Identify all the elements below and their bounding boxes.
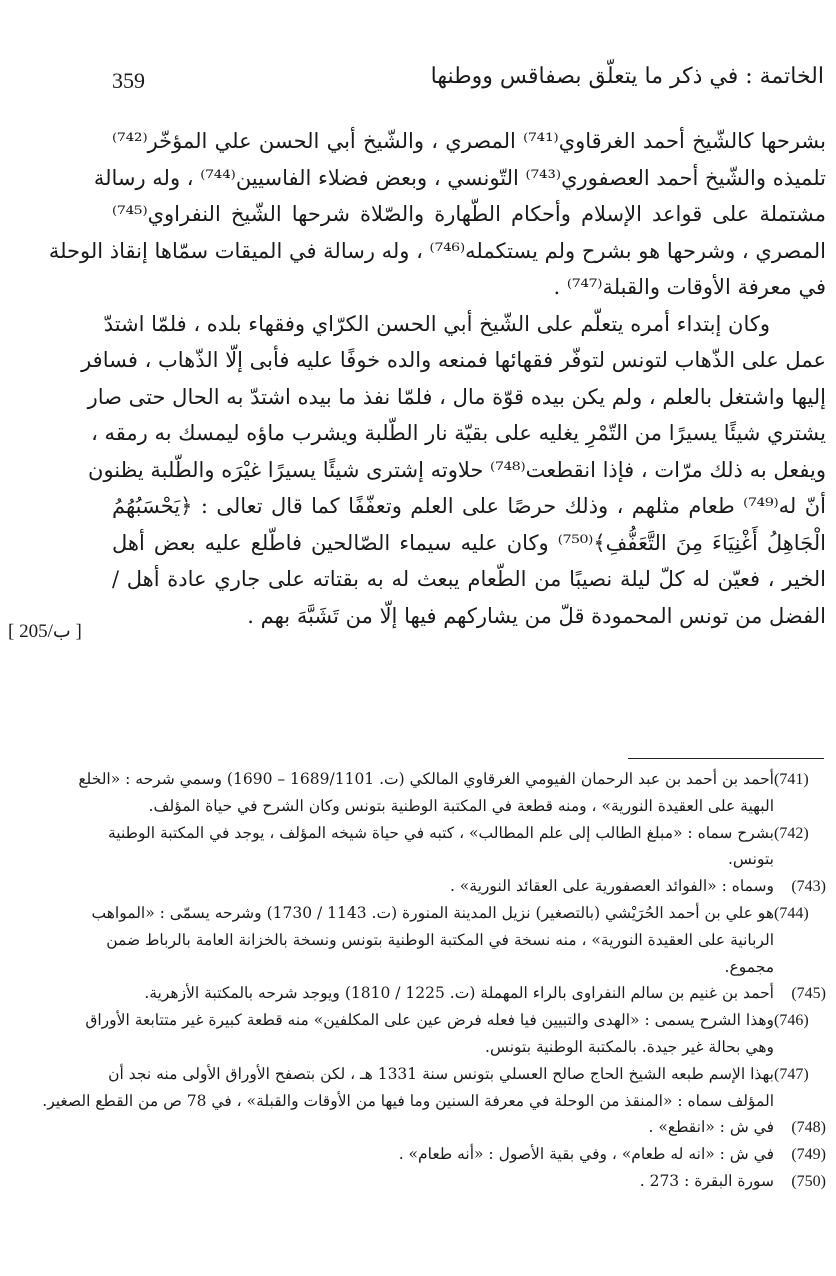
footnote-line	[112, 980, 826, 1007]
footnote-text: بهذا الإسم طبعه الشيخ الحاج صالح العسلي بتونس سنة 1331 هـ ، لكن بتصفح الأوراق الأولى منه نجد أن	[108, 1064, 774, 1083]
main-text-line: وكان إبتداء أمره يتعلّم على الشّيخ أبي الحسن الكرّاي وفقهاء بلده ، فلمّا اشتدّ	[103, 311, 770, 336]
main-text-body	[48, 123, 827, 634]
footnotes-section	[42, 766, 826, 1195]
main-text-line: إليها واشتغل بالعلم ، ولم يكن بيده قوّة مال ، فلمّا نفذ ما بيده اشتدّ به الحال حتى صار	[87, 384, 826, 409]
folio-marginal-note: [ 205/ب ]	[8, 621, 82, 642]
footnote-line	[85, 1007, 826, 1034]
main-text-line: عمل على الذّهاب لتونس لتوفّر فقهائها فمنعه والده خوفًا عليه فأبى إلّا الذّهاب ، فسافر	[81, 348, 826, 372]
main-text-line: الفضل من تونس المحمودة قلّ من يشاركهم فيها إلّا من تَشَبَّهَ بهم .	[247, 603, 826, 628]
footnote-line: البهية على العقيدة النورية» ، ومنه قطعة في المكتبة الوطنية بتونس وكان الشرح في حياة المؤلف.	[148, 796, 774, 815]
footnote-number: (743)	[791, 878, 826, 896]
footnote-number: (746)	[774, 1012, 809, 1030]
footnote-number: (742)	[774, 824, 809, 842]
footnote-number: (741)	[774, 771, 809, 788]
footnote-line	[112, 1168, 826, 1195]
footnote-line: بتونس.	[727, 850, 774, 869]
main-text-line: أنّ له⁽⁷⁴⁹⁾ طعام مثلهم ، وذلك حرصًا على العلم وتعفّفًا كما قال تعالى : ﴿يَحْسَبُهُمُ	[112, 494, 827, 518]
footnote-text: هو علي بن أحمد الحُرَيْشي (بالتصغير) نزيل المدينة المنورة (ت. 1143 / 1730) وشرحه يسمّى : «المواهب	[91, 903, 774, 922]
main-text-line: الخير ، فعيّن له كلّ ليلة نصيبًا من الطّعام يبعث له به بقتاته على جاري عادة أهل /	[112, 567, 826, 591]
footnote-number: (749)	[791, 1146, 826, 1164]
footnote-number: (744)	[774, 904, 809, 922]
footnote-text: أحمد بن غنيم بن سالم النفراوى بالراء المهملة (ت. 1225 / 1810) ويوجد شرحه بالمكتبة الأزهرية.	[144, 984, 774, 1003]
footnote-line	[108, 820, 826, 847]
footnote-text: سورة البقرة : 273 .	[639, 1171, 774, 1190]
footnote-line: المؤلف سماه : «المنقذ من الوحلة في معرفة السنين وما فيها من الأوقات والقبلة» ، في 78 ص من القطع الصغير.	[42, 1091, 774, 1110]
footnote-line	[108, 1061, 826, 1088]
main-text-line: الْجَاهِلُ أَغْنِيَاءَ مِنَ التَّعَفُّفِ﴾⁽⁷⁵⁰⁾ وكان عليه سيماء الصّالحين فاطّلع عليه بعض أهل	[112, 530, 826, 555]
footnote-line	[78, 766, 826, 793]
footnote-text: وسماه : «الفوائد العصفورية على العقائد النورية» .	[449, 877, 774, 896]
page-header	[112, 62, 824, 102]
footnote-number: (750)	[791, 1172, 826, 1190]
footnote-line	[112, 1114, 826, 1141]
footnote-line: مجموع.	[724, 957, 774, 976]
footnote-line	[112, 873, 826, 900]
main-text-line: تلميذه والشّيخ أحمد العصفوري⁽⁷⁴³⁾ التّونسي ، وبعض فضلاء الفاسيين⁽⁷⁴⁴⁾ ، وله رسالة	[93, 165, 826, 190]
footnote-text: أحمد بن أحمد بن عبد الرحمان الفيومي الغرقاوي المالكي (ت. 1689/1101 – 1690) وسمي شرحه : «الخلع	[78, 770, 774, 788]
footnote-text: في ش : «انقطع» .	[648, 1118, 774, 1137]
footnote-text: وهذا الشرح يسمى : «الهدى والتبيين فيا فعله فرض عين على المكلفين» منه قطعة كبيرة غير متتابعة الأوراق	[85, 1011, 774, 1030]
main-text-line: مشتملة على قواعد الإسلام وأحكام الطّهارة والصّلاة شرحها الشّيخ النفراوي⁽⁷⁴⁵⁾	[112, 202, 826, 226]
footnote-line: وهي بحالة غير جيدة. بالمكتبة الوطنية بتونس.	[485, 1037, 774, 1056]
footnote-number: (747)	[774, 1065, 809, 1083]
footnote-text: في ش : «انه له طعام» ، وفي بقية الأصول : «أنه طعام» .	[398, 1145, 774, 1164]
page-number: 359	[112, 68, 145, 93]
main-text-line: بشرحها كالشّيخ أحمد الغرقاوي⁽⁷⁴¹⁾ المصري ، والشّيخ أبي الحسن علي المؤخّر⁽⁷⁴²⁾	[112, 129, 826, 153]
footnote-text: بشرح سماه : «مبلغ الطالب إلى علم المطالب» ، كتبه في حياة شيخه المؤلف ، يوجد في المكتبة الوطنية	[108, 823, 774, 842]
footnote-number: (745)	[791, 985, 826, 1003]
main-text-line: يشتري شيئًا يسيرًا من التّمْرِ يغليه على بقيّة نار الطّلبة ويشرب ماؤه ليمسك به رمقه ،	[91, 421, 826, 445]
footnote-number: (748)	[791, 1119, 826, 1137]
footnote-line: الربانية على العقيدة النورية» ، منه نسخة في المكتبة الوطنية بتونس ونسخة بالخزانة العامة بالرباط ضمن	[106, 930, 774, 949]
footnote-line	[91, 900, 826, 927]
main-text-line: المصري ، وشرحها هو بشرح ولم يستكمله⁽⁷⁴⁶⁾ ، وله رسالة في الميقات سمّاها إنقاذ الوحلة	[48, 238, 826, 263]
main-text-line: ويفعل به ذلك مرّات ، فإذا انقطعت⁽⁷⁴⁸⁾ حلاوته إشترى شيئًا يسيرًا غيْرَه والطّلبة يظنون	[88, 457, 826, 482]
footnote-separator-rule	[628, 758, 824, 759]
running-title: الخاتمة : في ذكر ما يتعلّق بصفاقس ووطنها	[430, 64, 824, 89]
main-text-line: في معرفة الأوقات والقبلة⁽⁷⁴⁷⁾ .	[553, 275, 826, 299]
footnote-line	[112, 1141, 826, 1168]
